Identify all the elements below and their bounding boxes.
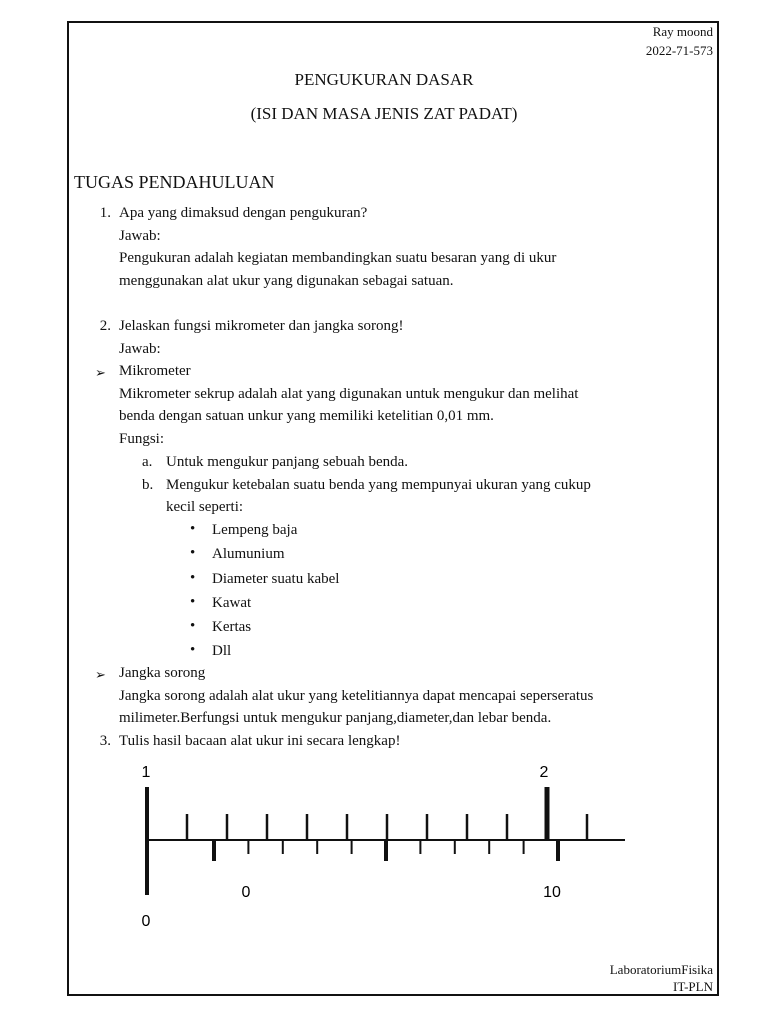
item-b-line1: Mengukur ketebalan suatu benda yang mempunyai ukuran yang cukup: [166, 477, 591, 493]
item-a-text: Untuk mengukur panjang sebuah benda.: [166, 454, 409, 470]
footer-lab: LaboratoriumFisika: [609, 962, 713, 977]
fungsi-label: Fungsi:: [119, 431, 165, 447]
footer-institution: IT-PLN: [673, 979, 713, 994]
main-scale-label-2: 2: [539, 764, 549, 781]
main-scale-label-1: 1: [141, 764, 151, 781]
q1-answer-label: Jawab:: [119, 228, 161, 244]
bullet-icon: •: [190, 618, 196, 634]
q2-number: 2.: [99, 318, 111, 334]
mikrometer-desc-line2: benda dengan satuan unkur yang memiliki ketelitian 0,01 mm.: [119, 408, 494, 424]
bullet-icon: •: [190, 545, 196, 561]
example-item: Kertas: [212, 619, 252, 635]
bullet-icon: •: [190, 642, 196, 658]
example-item: Alumunium: [212, 546, 285, 562]
item-a-marker: a.: [142, 454, 153, 470]
bullet-icon: •: [190, 521, 196, 537]
example-item: Dll: [212, 643, 232, 659]
jangka-desc-line1: Jangka sorong adalah alat ukur yang ketelitiannya dapat mencapai seperseratus: [119, 688, 594, 704]
bullet-icon: •: [190, 594, 196, 610]
jangka-heading: Jangka sorong: [119, 665, 206, 681]
arrow-bullet-icon: ➢: [95, 667, 106, 682]
item-b-marker: b.: [142, 477, 154, 493]
bullet-icon: •: [190, 570, 196, 586]
q2-answer-label: Jawab:: [119, 341, 161, 357]
example-item: Kawat: [212, 595, 252, 611]
vernier-caliper-figure: [120, 755, 640, 940]
item-b-line2: kecil seperti:: [166, 499, 244, 515]
q1-number: 1.: [99, 205, 111, 221]
arrow-bullet-icon: ➢: [95, 365, 106, 380]
q3-number: 3.: [99, 733, 111, 749]
q1-answer-line1: Pengukuran adalah kegiatan membandingkan suatu besaran yang di ukur: [119, 250, 557, 266]
zero-label: 0: [141, 913, 151, 930]
section-title: TUGAS PENDAHULUAN: [74, 172, 275, 192]
jangka-desc-line2: milimeter.Berfungsi untuk mengukur panjang,diameter,dan lebar benda.: [119, 710, 552, 726]
q2-question: Jelaskan fungsi mikrometer dan jangka sorong!: [119, 318, 404, 334]
mikrometer-heading: Mikrometer: [119, 363, 191, 379]
author-id: 2022-71-573: [645, 43, 713, 58]
page-title: PENGUKURAN DASAR: [294, 70, 474, 89]
author-name: Ray moond: [652, 24, 713, 39]
q3-question: Tulis hasil bacaan alat ukur ini secara lengkap!: [119, 733, 401, 749]
vernier-label-10: 10: [543, 884, 561, 901]
example-item: Diameter suatu kabel: [212, 571, 340, 587]
vernier-label-0: 0: [241, 884, 251, 901]
q1-answer-line2: menggunakan alat ukur yang digunakan sebagai satuan.: [119, 273, 454, 289]
example-item: Lempeng baja: [212, 522, 298, 538]
page-subtitle: (ISI DAN MASA JENIS ZAT PADAT): [250, 104, 518, 123]
q1-question: Apa yang dimaksud dengan pengukuran?: [119, 205, 368, 221]
mikrometer-desc-line1: Mikrometer sekrup adalah alat yang digunakan untuk mengukur dan melihat: [119, 386, 579, 402]
vernier-scale-ticks: [214, 840, 558, 861]
